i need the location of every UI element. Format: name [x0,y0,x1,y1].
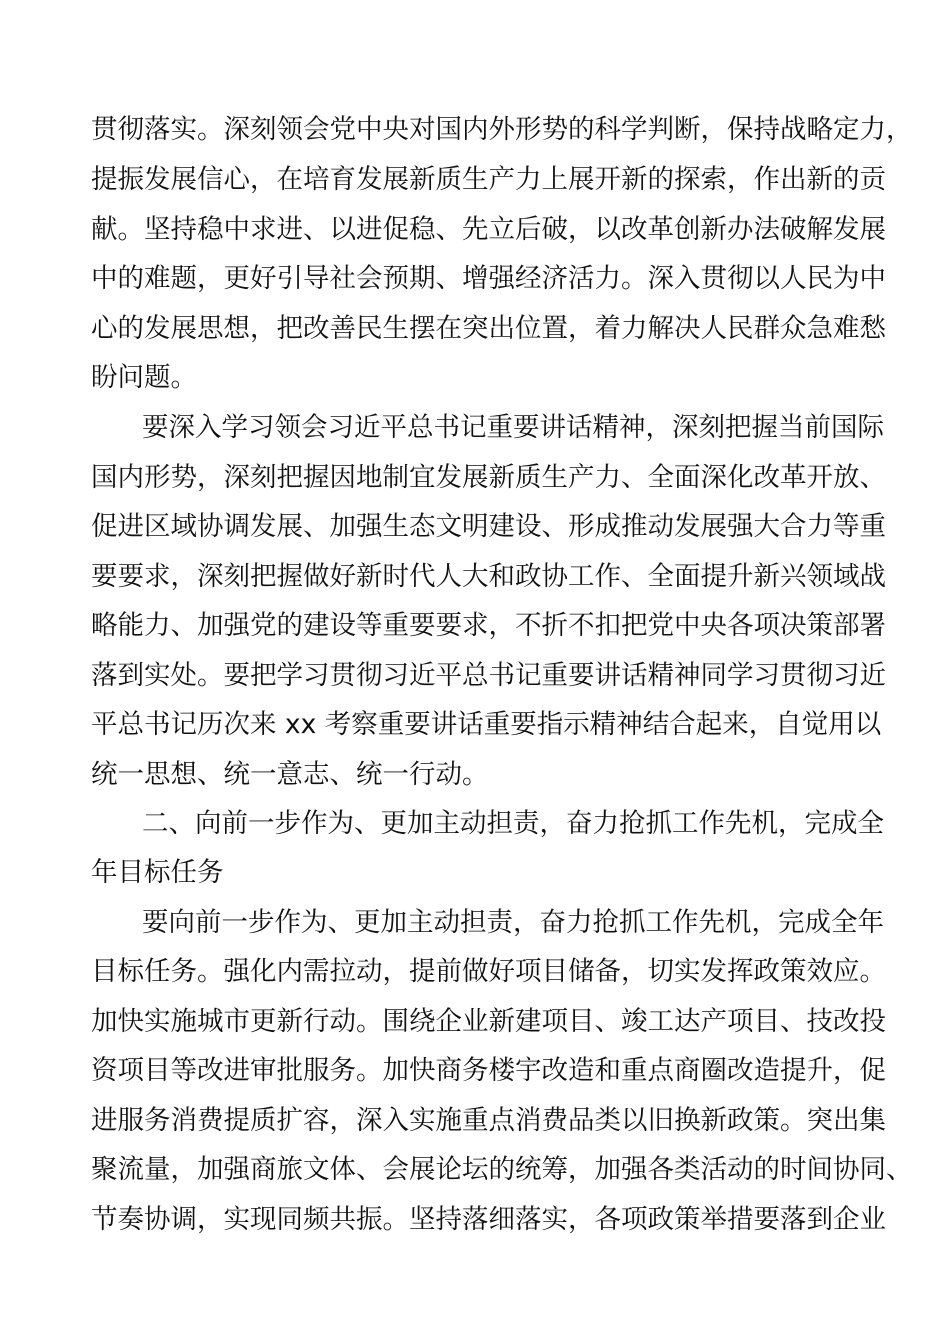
text-line: 目标任务。强化内需拉动，提前做好项目储备，切实发挥政策效应。 [91,956,886,987]
text-line: 国内形势，深刻把握因地制宜发展新质生产力、全面深化改革开放、 [91,462,886,493]
text-line: 要要求，深刻把握做好新时代人大和政协工作、全面提升新兴领域战 [91,561,886,592]
text-line: 略能力、加强党的建设等重要要求，不折不扣把党中央各项决策部署 [91,610,886,641]
text-line: 提振发展信心，在培育发展新质生产力上展开新的探索，作出新的贡 [91,164,886,195]
text-line: 心的发展思想，把改善民生摆在突出位置，着力解决人民群众急难愁 [91,313,886,344]
text-line: 落到实处。要把学习贯彻习近平总书记重要讲话精神同学习贯彻习近 [91,660,886,691]
text-line: 节奏协调，实现同频共振。坚持落细落实，各项政策举措要落到企业 [91,1204,886,1235]
text-line: 资项目等改进审批服务。加快商务楼宇改造和重点商圈改造提升，促 [91,1055,886,1086]
text-line: 聚流量，加强商旅文体、会展论坛的统筹，加强各类活动的时间协同、 [91,1154,913,1185]
paragraph-first-line: 要深入学习领会习近平总书记重要讲话精神，深刻把握当前国际 [142,412,884,443]
text-line: 促进区域协调发展、加强生态文明建设、形成推动发展强大合力等重 [91,511,886,542]
text-line: 贯彻落实。深刻领会党中央对国内外形势的科学判断，保持战略定力， [91,114,913,145]
text-line: 盼问题。 [91,362,197,393]
text-line: 加快实施城市更新行动。围绕企业新建项目、竣工达产项目、技改投 [91,1006,886,1037]
text-line: 平总书记历次来 xx 考察重要讲话重要指示精神结合起来，自觉用以 [91,709,882,740]
text-line: 统一思想、统一意志、统一行动。 [91,759,489,790]
text-line: 献。坚持稳中求进、以进促稳、先立后破，以改革创新办法破解发展 [91,214,886,245]
text-line: 进服务消费提质扩容，深入实施重点消费品类以旧换新政策。突出集 [91,1105,886,1136]
text-line: 中的难题，更好引导社会预期、增强经济活力。深入贯彻以人民为中 [91,263,886,294]
section-heading-cont: 年目标任务 [91,857,224,888]
paragraph-first-line: 要向前一步作为、更加主动担责，奋力抢抓工作先机，完成全年 [142,907,884,938]
section-heading: 二、向前一步作为、更加主动担责，奋力抢抓工作先机，完成全 [142,808,884,839]
